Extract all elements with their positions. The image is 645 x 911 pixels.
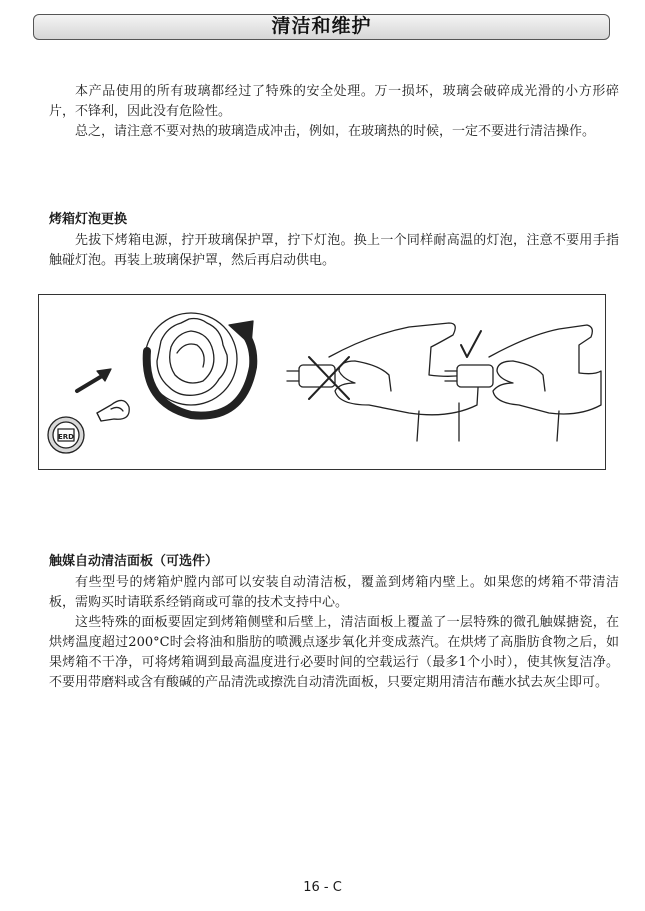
page-number: 16 - C	[303, 880, 342, 895]
hand-wrong-icon	[287, 323, 479, 441]
bulb-replacement-illustration	[38, 294, 606, 470]
intro-paragraph-1: 本产品使用的所有玻璃都经过了特殊的安全处理。万一损坏，玻璃会破碎成光滑的小方形碎片，不锋利，因此没有危险性。	[49, 84, 619, 119]
bulb-text	[49, 231, 619, 271]
page-title: 清洁和维护	[271, 15, 372, 37]
small-bulb-icon	[97, 400, 129, 421]
insert-arrow-icon	[77, 369, 111, 391]
catalytic-text	[49, 573, 619, 693]
catalytic-paragraph-1: 有些型号的烤箱炉膛内部可以安装自动清洁板，覆盖到烤箱内壁上。如果您的烤箱不带清洁板，需购买时请联系经销商或可靠的技术支持中心。	[49, 575, 619, 610]
illustration-svg	[39, 295, 607, 471]
intro-paragraph-2: 总之，请注意不要对热的玻璃造成冲击，例如，在玻璃热的时候，一定不要进行清洁操作。	[75, 124, 596, 139]
bulb-paragraph: 先拔下烤箱电源，拧开玻璃保护罩，拧下灯泡。换上一个同样耐高温的灯泡，注意不要用手指触碰灯泡。再装上玻璃保护罩，然后再启动供电。	[49, 233, 619, 268]
bulb-heading: 烤箱灯泡更换	[49, 212, 128, 227]
intro-text	[49, 82, 619, 142]
catalytic-paragraph-2: 这些特殊的面板要固定到烤箱侧壁和后壁上，清洁面板上覆盖了一层特殊的微孔触媒搪瓷，在烘烤温度超过200°C时会将油和脂肪的喷溅点逐步氧化并变成蒸汽。在烘烤了高脂肪食物之后，如果烤箱不干净，可将烤箱调到最高温度进行必要时间的空载运行（最多1个小时），使其恢复洁净。不要用带磨料或含有酸碱的产品清洗或擦洗自动清洗面板，只要定期用清洁布蘸水拭去灰尘即可。	[49, 615, 619, 690]
hand-correct-icon	[445, 325, 601, 441]
socket-label: ERD	[58, 433, 74, 441]
section-title-banner	[33, 14, 610, 40]
catalytic-heading: 触媒自动清洁面板（可选件）	[49, 554, 219, 569]
